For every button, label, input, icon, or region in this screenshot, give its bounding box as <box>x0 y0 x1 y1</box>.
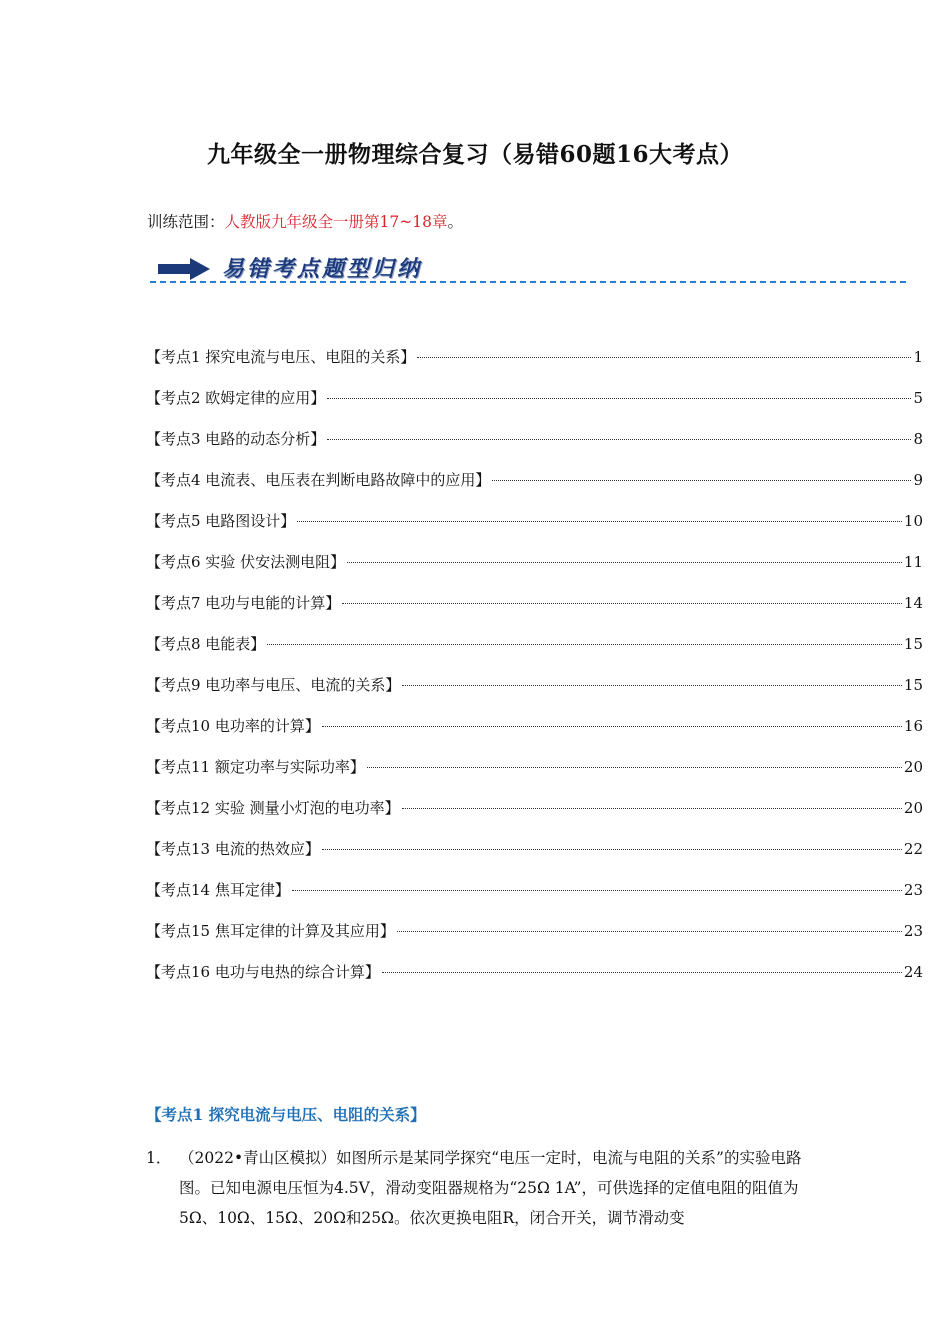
question-1 <box>146 1143 810 1233</box>
banner-title: 易错考点题型归纳 <box>222 256 423 282</box>
toc-entry-page: 15 <box>903 676 923 694</box>
toc-leader-dots <box>267 644 902 645</box>
toc-leader-dots <box>327 439 911 440</box>
toc-leader-dots <box>297 521 902 522</box>
toc-entry[interactable] <box>146 633 923 674</box>
toc-leader-dots <box>327 398 911 399</box>
toc-leader-dots <box>382 972 902 973</box>
toc-entry-page: 14 <box>903 594 923 612</box>
scope-value: 人教版九年级全一册第17~18章 <box>224 213 448 231</box>
toc-entry-label: 【考点11 额定功率与实际功率】 <box>146 758 365 776</box>
toc-leader-dots <box>322 849 902 850</box>
toc-entry[interactable] <box>146 797 923 838</box>
section-heading: 【考点1 探究电流与电压、电阻的关系】 <box>146 1105 426 1124</box>
toc-entry[interactable] <box>146 674 923 715</box>
toc-entry-page: 24 <box>903 963 923 981</box>
toc-entry-label: 【考点8 电能表】 <box>146 635 266 653</box>
toc-entry[interactable] <box>146 879 923 920</box>
toc-entry-page: 23 <box>903 881 923 899</box>
toc-leader-dots <box>492 480 911 481</box>
toc-leader-dots <box>402 685 902 686</box>
toc-entry[interactable] <box>146 387 923 428</box>
toc-entry-label: 【考点7 电功与电能的计算】 <box>146 594 341 612</box>
toc-entry[interactable] <box>146 920 923 961</box>
toc-entry-label: 【考点15 焦耳定律的计算及其应用】 <box>146 922 395 940</box>
toc-entry[interactable] <box>146 428 923 469</box>
toc-entry-page: 15 <box>903 635 923 653</box>
toc-entry-label: 【考点9 电功率与电压、电流的关系】 <box>146 676 401 694</box>
toc-entry-label: 【考点12 实验 测量小灯泡的电功率】 <box>146 799 400 817</box>
toc-entry[interactable] <box>146 469 923 510</box>
toc-entry-page: 8 <box>913 430 923 448</box>
toc-entry-label: 【考点5 电路图设计】 <box>146 512 296 530</box>
toc-leader-dots <box>292 890 902 891</box>
training-scope <box>147 210 463 232</box>
toc-entry-page: 20 <box>903 758 923 776</box>
toc-entry-label: 【考点6 实验 伏安法测电阻】 <box>146 553 346 571</box>
toc-entry-page: 9 <box>913 471 923 489</box>
question-text: （2022•青山区模拟）如图所示是某同学探究“电压一定时，电流与电阻的关系”的实验电路图。已知电源电压恒为4.5V，滑动变阻器规格为“25Ω 1A”，可供选择的定值电阻的阻值为5Ω、10Ω、15Ω、20Ω和25Ω。依次更换电阻R，闭合开关，调节滑动变 <box>179 1149 802 1227</box>
scope-end: 。 <box>447 213 463 231</box>
toc-entry[interactable] <box>146 346 923 387</box>
toc-entry-label: 【考点4 电流表、电压表在判断电路故障中的应用】 <box>146 471 491 489</box>
toc-entry-label: 【考点2 欧姆定律的应用】 <box>146 389 326 407</box>
toc-leader-dots <box>342 603 902 604</box>
toc-entry-page: 11 <box>903 553 923 571</box>
toc-entry-label: 【考点13 电流的热效应】 <box>146 840 320 858</box>
toc-leader-dots <box>347 562 902 563</box>
toc-leader-dots <box>402 808 902 809</box>
toc-leader-dots <box>417 357 911 358</box>
toc-entry[interactable] <box>146 838 923 879</box>
toc-entry[interactable] <box>146 551 923 592</box>
toc-entry-page: 16 <box>903 717 923 735</box>
toc-entry[interactable] <box>146 756 923 797</box>
toc-entry-page: 23 <box>903 922 923 940</box>
toc-entry[interactable] <box>146 510 923 551</box>
toc-leader-dots <box>367 767 902 768</box>
toc-entry-label: 【考点14 焦耳定律】 <box>146 881 290 899</box>
toc-entry[interactable] <box>146 592 923 633</box>
toc-entry[interactable] <box>146 961 923 1002</box>
table-of-contents <box>146 346 923 1002</box>
toc-entry-label: 【考点16 电功与电热的综合计算】 <box>146 963 380 981</box>
toc-leader-dots <box>322 726 902 727</box>
arrow-right-icon <box>158 258 210 280</box>
toc-entry-page: 22 <box>903 840 923 858</box>
toc-entry-page: 10 <box>903 512 923 530</box>
toc-entry-label: 【考点10 电功率的计算】 <box>146 717 320 735</box>
page-title: 九年级全一册物理综合复习（易错60题16大考点） <box>206 141 743 168</box>
section-banner <box>150 248 910 290</box>
toc-entry-label: 【考点1 探究电流与电压、电阻的关系】 <box>146 348 416 366</box>
toc-leader-dots <box>397 931 902 932</box>
toc-entry-page: 1 <box>913 348 923 366</box>
scope-label: 训练范围： <box>147 213 225 231</box>
question-number: 1． <box>146 1149 172 1167</box>
toc-entry-label: 【考点3 电路的动态分析】 <box>146 430 326 448</box>
toc-entry-page: 20 <box>903 799 923 817</box>
toc-entry[interactable] <box>146 715 923 756</box>
toc-entry-page: 5 <box>913 389 923 407</box>
banner-divider <box>150 281 906 283</box>
